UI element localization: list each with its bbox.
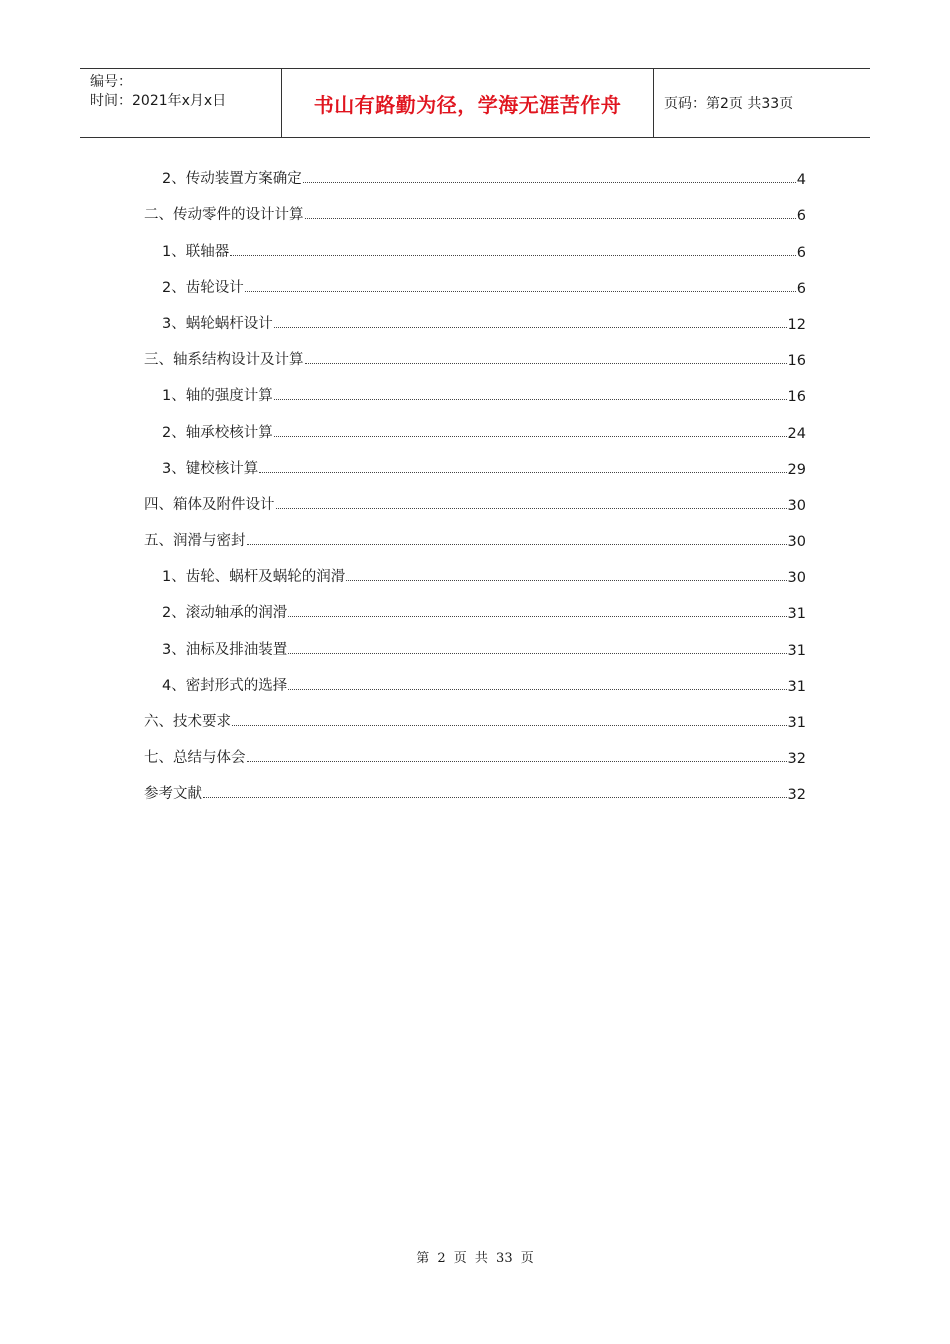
toc-entry-title: 六、技术要求	[144, 714, 231, 730]
toc-leader-dots	[203, 797, 787, 798]
toc-leader-dots	[247, 544, 787, 545]
toc-entry[interactable]	[144, 622, 806, 658]
toc-entry-page-number: 16	[787, 389, 806, 406]
toc-entry-page-number: 6	[796, 280, 806, 297]
page-footer: 第 2 页 共 33 页	[416, 1251, 534, 1266]
header-motto: 书山有路勤为径，学海无涯苦作舟	[282, 69, 654, 137]
header-meta	[80, 69, 282, 137]
toc-leader-dots	[288, 653, 786, 654]
toc-entry-title: 二、传动零件的设计计算	[144, 207, 304, 224]
toc-entry-page-number: 24	[787, 425, 806, 442]
toc-entry-page-number: 30	[787, 534, 806, 551]
toc-leader-dots	[232, 725, 787, 726]
toc-entry[interactable]	[144, 333, 806, 369]
toc-entry-page-number: 12	[787, 316, 806, 333]
toc-entry-title: 三、轴系结构设计及计算	[144, 352, 304, 369]
toc-entry-title: 2、轴承校核计算	[162, 424, 273, 441]
toc-entry-title: 3、蜗轮蜗杆设计	[162, 315, 273, 332]
toc-entry[interactable]	[144, 297, 806, 333]
toc-entry[interactable]	[144, 514, 806, 550]
toc-entry-title: 1、轴的强度计算	[162, 388, 273, 405]
toc-leader-dots	[274, 399, 787, 400]
toc-entry-page-number: 6	[796, 244, 806, 261]
toc-leader-dots	[305, 218, 796, 219]
toc-entry-page-number: 31	[787, 678, 806, 695]
toc-entry-title: 1、联轴器	[162, 243, 230, 260]
toc-entry[interactable]	[144, 731, 806, 767]
toc-entry-title: 参考文献	[144, 786, 202, 803]
toc-entry-page-number: 6	[796, 208, 806, 225]
toc-entry-page-number: 4	[796, 172, 806, 189]
toc-entry-title: 3、油标及排油装置	[162, 641, 288, 658]
toc-leader-dots	[288, 689, 786, 690]
header-page-info: 页码：第2页 共33页	[664, 96, 794, 112]
toc-entry-page-number: 30	[787, 497, 806, 514]
toc-entry-title: 4、密封形式的选择	[162, 677, 288, 694]
toc-entry[interactable]	[144, 767, 806, 803]
toc-entry-title: 1、齿轮、蜗杆及蜗轮的润滑	[162, 569, 346, 586]
toc-entry[interactable]	[144, 188, 806, 224]
table-of-contents	[144, 152, 806, 803]
document-date-label: 时间：2021年x月x日	[90, 93, 227, 109]
page-header	[80, 68, 870, 138]
toc-leader-dots	[274, 327, 787, 328]
toc-entry[interactable]	[144, 224, 806, 260]
toc-entry-page-number: 31	[787, 606, 806, 623]
toc-entry[interactable]	[144, 405, 806, 441]
toc-entry[interactable]	[144, 586, 806, 622]
toc-entry-title: 2、滚动轴承的润滑	[162, 605, 288, 622]
toc-entry-title: 七、总结与体会	[144, 750, 246, 767]
toc-leader-dots	[276, 508, 787, 509]
toc-leader-dots	[274, 436, 787, 437]
toc-entry[interactable]	[144, 442, 806, 478]
toc-entry[interactable]	[144, 695, 806, 731]
toc-entry[interactable]	[144, 550, 806, 586]
toc-entry-title: 2、齿轮设计	[162, 279, 244, 296]
toc-entry-title: 五、润滑与密封	[144, 533, 246, 550]
toc-leader-dots	[245, 291, 796, 292]
toc-entry-title: 四、箱体及附件设计	[144, 496, 275, 513]
toc-leader-dots	[346, 580, 786, 581]
toc-entry-page-number: 31	[787, 715, 806, 731]
toc-entry-page-number: 16	[787, 353, 806, 370]
toc-entry-page-number: 31	[787, 642, 806, 659]
document-number-label: 编号：	[90, 74, 132, 90]
toc-entry[interactable]	[144, 261, 806, 297]
toc-entry[interactable]	[144, 369, 806, 405]
toc-entry-page-number: 30	[787, 570, 806, 587]
toc-leader-dots	[303, 182, 796, 183]
toc-entry-page-number: 32	[787, 787, 806, 804]
toc-entry-title: 3、键校核计算	[162, 460, 259, 477]
toc-entry[interactable]	[144, 478, 806, 514]
toc-leader-dots	[259, 472, 786, 473]
toc-entry-title: 2、传动装置方案确定	[162, 171, 302, 188]
toc-entry[interactable]	[144, 152, 806, 188]
toc-leader-dots	[247, 761, 787, 762]
toc-entry-page-number: 32	[787, 751, 806, 768]
toc-leader-dots	[305, 363, 787, 364]
toc-leader-dots	[230, 255, 796, 256]
toc-entry[interactable]	[144, 659, 806, 695]
toc-entry-page-number: 29	[787, 461, 806, 478]
toc-leader-dots	[288, 616, 786, 617]
